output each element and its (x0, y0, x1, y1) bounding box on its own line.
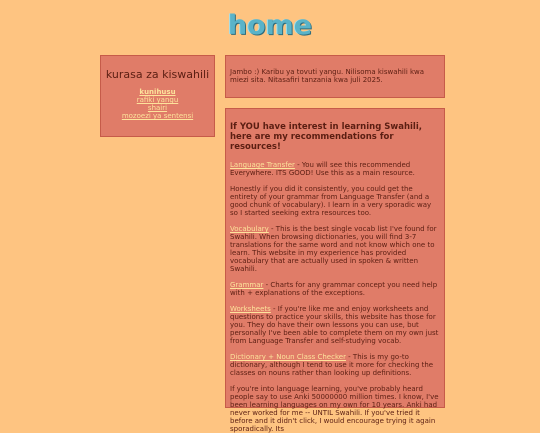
dictionary-link[interactable]: Dictionary + Noun Class Checker (230, 353, 346, 361)
nav-link-shairi[interactable]: shairi (147, 104, 168, 112)
sidebar (100, 55, 215, 137)
resource-language-transfer: Language Transfer - You will see this recommended Everywhere. ITS GOOD! Use this as a main resource. (230, 161, 415, 177)
vocabulary-link[interactable]: Vocabulary (230, 225, 269, 233)
worksheets-link[interactable]: Worksheets (230, 305, 271, 313)
resource-vocabulary: Vocabulary - This is the best single vocab list I've found for Swahili. When browsing dictionaries, you will find 3-7 translations for the same word and not know which one to learn. This website in my experience has provided vocabulary that are actually used in spoken & written Swahili. (230, 225, 437, 273)
site-logo[interactable]: home (227, 10, 313, 41)
intro-box (225, 55, 445, 98)
sidebar-nav (101, 88, 214, 120)
language-transfer-link[interactable]: Language Transfer (230, 161, 295, 169)
grammar-link[interactable]: Grammar (230, 281, 264, 289)
intro-text: Jambo :) Karibu ya tovuti yangu. Nilisoma kiswahili kwa miezi sita. Nitasafiri tanzania kwa juli 2025. (230, 68, 425, 84)
paragraph-honestly: Honestly if you did it consistently, you could get the entirety of your grammar from Language Transfer (and a good chunk of vocabulary). I learn in a very sporadic way so I started seeking extra resources too. (230, 185, 432, 217)
resources-heading: If YOU have interest in learning Swahili, here are my recommendations for resources! (230, 122, 422, 152)
nav-link-mozoezi-ya-sentensi[interactable]: mozoezi ya sentensi (121, 112, 194, 120)
resource-dictionary: Dictionary + Noun Class Checker - This is my go-to dictionary, although I tend to use it more for checking the classes on nouns rather than looking up definitions. (230, 353, 434, 377)
resources-box (225, 108, 445, 433)
resource-worksheets: Worksheets - If you're like me and enjoy worksheets and questions to practice your skills, this website has those for you. They do have their own lessons you can use, but personally I've been able to complete them on my own just from Language Transfer and self-studying vocab. (230, 305, 439, 345)
nav-link-kunihusu[interactable]: kunihusu (139, 88, 176, 96)
nav-link-rafiki-yangu[interactable]: rafiki yangu (136, 96, 179, 104)
sidebar-title: kurasa za kiswahili (105, 68, 210, 81)
header (0, 10, 540, 41)
resource-grammar: Grammar - Charts for any grammar concept you need help with + explanations of the exceptions. (230, 281, 438, 297)
paragraph-anki: If you're into language learning, you've probably heard people say to use Anki 50000000 million times. I know, I've been learning languages on my own for 10 years. Anki had never worked for me -- UNTIL Swahili. If you've tried it before and it didn't click, I would encourage trying it again sporadically. Its (230, 385, 439, 433)
